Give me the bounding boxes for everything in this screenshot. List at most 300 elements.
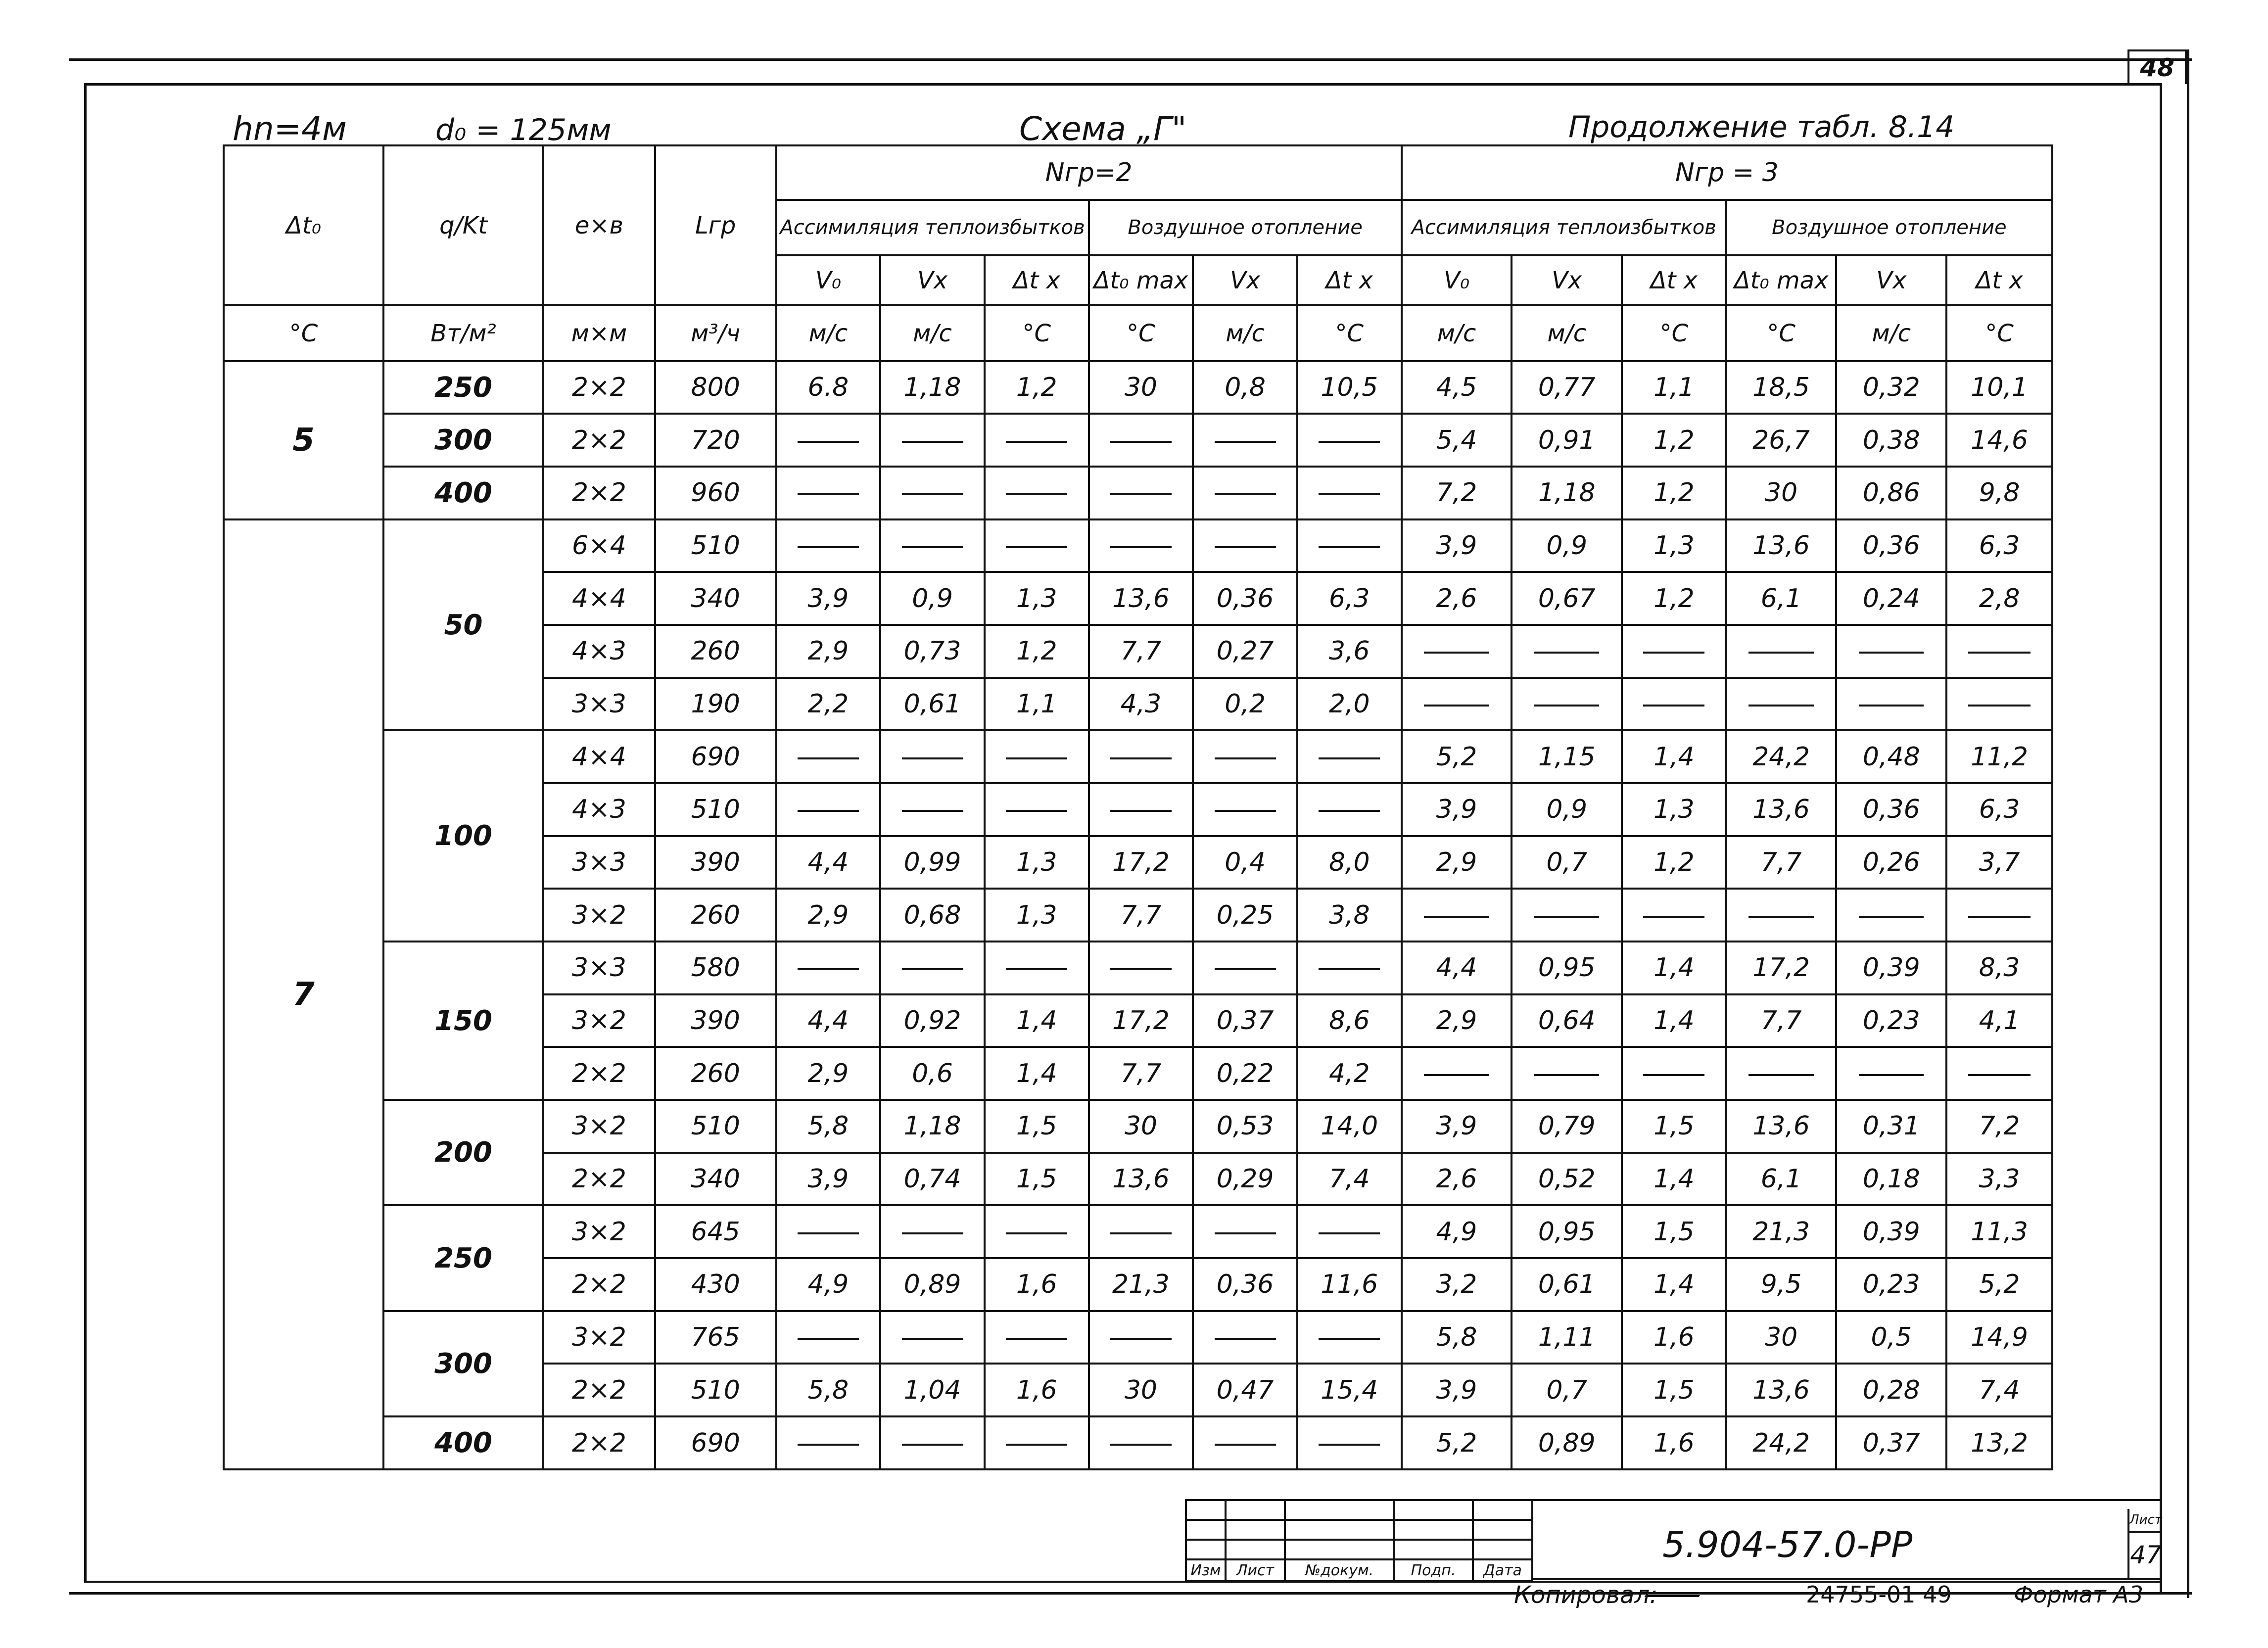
empty-cell: [1193, 942, 1297, 994]
empty-cell: [1946, 625, 2052, 678]
dash-mark: [902, 1232, 963, 1234]
dash-mark: [1859, 1074, 1924, 1076]
empty-cell: [1193, 1311, 1297, 1364]
value-cell: 13,6: [1089, 1153, 1193, 1206]
value-cell: 1,5: [985, 1100, 1089, 1153]
value-cell: 720: [655, 414, 776, 467]
value-cell: 8,3: [1946, 942, 2052, 994]
format-label: Формат А3: [2014, 1581, 2143, 1608]
dash-mark: [1534, 652, 1599, 654]
value-cell: 4,9: [1402, 1205, 1512, 1258]
assim-2: Ассимиляция теплоизбытков: [776, 200, 1089, 255]
dash-mark: [798, 546, 859, 548]
dash-mark: [1110, 493, 1172, 495]
col-dtmax-2: Δt₀ max: [1089, 255, 1193, 305]
dash-mark: [1006, 1338, 1067, 1340]
dash-mark: [798, 1338, 859, 1340]
unit-cell: °С: [1297, 305, 1402, 361]
value-cell: 10,1: [1946, 361, 2052, 414]
value-cell: 7,2: [1402, 467, 1512, 519]
inner-right-line: [2160, 83, 2162, 1592]
empty-cell: [1193, 1416, 1297, 1469]
empty-cell: [1836, 625, 1946, 678]
value-cell: 0,36: [1836, 783, 1946, 836]
value-cell: 1,4: [1622, 1258, 1726, 1311]
q-value: 50: [383, 519, 543, 731]
value-cell: 4,4: [1402, 942, 1512, 994]
empty-cell: [1193, 414, 1297, 467]
value-cell: 1,4: [1622, 942, 1726, 994]
value-cell: 0,92: [880, 994, 985, 1047]
value-cell: 390: [655, 994, 776, 1047]
value-cell: 0,31: [1836, 1100, 1946, 1153]
value-cell: 5,2: [1402, 730, 1512, 783]
empty-cell: [1726, 678, 1837, 731]
unit-cell: м/с: [1836, 305, 1946, 361]
empty-cell: [1622, 889, 1726, 942]
value-cell: 1,2: [985, 625, 1089, 678]
dash-mark: [1643, 916, 1704, 918]
inner-top-line: [84, 83, 2162, 86]
value-cell: 24,2: [1726, 1416, 1837, 1469]
dash-mark: [798, 441, 859, 443]
dash-mark: [798, 757, 859, 759]
value-cell: 17,2: [1089, 994, 1193, 1047]
value-cell: 7,7: [1089, 625, 1193, 678]
unit-cell: °С: [224, 305, 383, 361]
value-cell: 0,25: [1193, 889, 1297, 942]
q-value: 200: [383, 1100, 543, 1205]
value-cell: 7,7: [1726, 836, 1837, 889]
q-value: 250: [383, 361, 543, 414]
value-cell: 9,8: [1946, 467, 2052, 519]
value-cell: 0,28: [1836, 1364, 1946, 1416]
value-cell: 0,9: [1512, 783, 1622, 836]
table-row: [224, 942, 2052, 994]
value-cell: 0,73: [880, 625, 985, 678]
value-cell: 0,4: [1193, 836, 1297, 889]
empty-cell: [1946, 678, 2052, 731]
value-cell: 1,2: [1622, 572, 1726, 625]
page-number-box: [2127, 49, 2187, 84]
value-cell: 13,6: [1726, 1364, 1837, 1416]
empty-cell: [1297, 783, 1402, 836]
value-cell: 3×2: [543, 1311, 655, 1364]
value-cell: 13,6: [1726, 783, 1837, 836]
dash-mark: [798, 1232, 859, 1234]
value-cell: 30: [1726, 1311, 1837, 1364]
dash-mark: [1424, 652, 1489, 654]
dash-mark: [1319, 1338, 1380, 1340]
value-cell: 4,9: [776, 1258, 881, 1311]
stamp-label: Лист: [1226, 1559, 1285, 1581]
empty-cell: [1089, 942, 1193, 994]
dash-mark: [1110, 1444, 1172, 1446]
dash-mark: [1859, 705, 1924, 706]
value-cell: 1,6: [985, 1258, 1089, 1311]
empty-cell: [880, 519, 985, 572]
value-cell: 3,9: [1402, 1364, 1512, 1416]
value-cell: 0,91: [1512, 414, 1622, 467]
value-cell: 960: [655, 467, 776, 519]
value-cell: 6,3: [1946, 783, 2052, 836]
value-cell: 1,3: [985, 836, 1089, 889]
value-cell: 9,5: [1726, 1258, 1837, 1311]
value-cell: 1,5: [1622, 1100, 1726, 1153]
value-cell: 7,7: [1089, 889, 1193, 942]
col-vx-2b: Vх: [1193, 255, 1297, 305]
empty-cell: [1297, 1311, 1402, 1364]
value-cell: 1,4: [1622, 994, 1726, 1047]
value-cell: 7,7: [1726, 994, 1837, 1047]
dash-mark: [1006, 968, 1067, 970]
dash-mark: [1319, 968, 1380, 970]
col-axb: e×в: [543, 145, 655, 305]
value-cell: 2,0: [1297, 678, 1402, 731]
dash-mark: [1424, 1074, 1489, 1076]
value-cell: 0,99: [880, 836, 985, 889]
value-cell: 13,6: [1726, 519, 1837, 572]
value-cell: 3,9: [1402, 1100, 1512, 1153]
col-vx-3b: Vх: [1836, 255, 1946, 305]
value-cell: 21,3: [1726, 1205, 1837, 1258]
value-cell: 1,4: [1622, 1153, 1726, 1206]
empty-cell: [1089, 414, 1193, 467]
empty-cell: [880, 414, 985, 467]
empty-cell: [985, 1311, 1089, 1364]
value-cell: 2,6: [1402, 572, 1512, 625]
stamp-label: Дата: [1473, 1559, 1532, 1581]
dash-mark: [902, 968, 963, 970]
q-value: 300: [383, 1311, 543, 1416]
empty-cell: [1726, 625, 1837, 678]
value-cell: 0,53: [1193, 1100, 1297, 1153]
dash-mark: [1110, 968, 1172, 970]
value-cell: 3,7: [1946, 836, 2052, 889]
value-cell: 30: [1089, 1364, 1193, 1416]
value-cell: 7,4: [1946, 1364, 2052, 1416]
dash-mark: [1215, 1232, 1276, 1234]
empty-cell: [1402, 889, 1512, 942]
empty-cell: [1946, 1047, 2052, 1100]
empty-cell: [776, 467, 881, 519]
dash-mark: [1215, 493, 1276, 495]
value-cell: 0,18: [1836, 1153, 1946, 1206]
dash-mark: [1319, 1444, 1380, 1446]
value-cell: 15,4: [1297, 1364, 1402, 1416]
dash-mark: [1110, 546, 1172, 548]
header-height: hn=4м: [233, 110, 347, 148]
value-cell: 13,6: [1089, 572, 1193, 625]
value-cell: 340: [655, 1153, 776, 1206]
value-cell: 4×4: [543, 572, 655, 625]
value-cell: 510: [655, 1364, 776, 1416]
empty-cell: [1297, 519, 1402, 572]
order-number: 24755-01 49: [1806, 1581, 1952, 1608]
col-dtx-3a: Δt х: [1622, 255, 1726, 305]
dash-mark: [1006, 441, 1067, 443]
col-dtx-2a: Δt х: [985, 255, 1089, 305]
value-cell: 800: [655, 361, 776, 414]
empty-cell: [776, 1311, 881, 1364]
value-cell: 0,86: [1836, 467, 1946, 519]
empty-cell: [1297, 942, 1402, 994]
value-cell: 1,4: [985, 1047, 1089, 1100]
dash-mark: [798, 1444, 859, 1446]
value-cell: 2×2: [543, 1153, 655, 1206]
value-cell: 4,5: [1402, 361, 1512, 414]
value-cell: 510: [655, 519, 776, 572]
value-cell: 5,8: [1402, 1311, 1512, 1364]
value-cell: 3,9: [1402, 783, 1512, 836]
empty-cell: [880, 1205, 985, 1258]
copied-signature: [1645, 1586, 1705, 1597]
col-vx-3a: Vх: [1512, 255, 1622, 305]
value-cell: 2×2: [543, 1047, 655, 1100]
dash-mark: [902, 1338, 963, 1340]
value-cell: 2×2: [543, 1364, 655, 1416]
value-cell: 260: [655, 625, 776, 678]
unit-cell: °С: [985, 305, 1089, 361]
unit-cell: °С: [1089, 305, 1193, 361]
value-cell: 0,89: [1512, 1416, 1622, 1469]
value-cell: 2×2: [543, 361, 655, 414]
value-cell: 3×2: [543, 994, 655, 1047]
value-cell: 1,2: [1622, 467, 1726, 519]
dash-mark: [1534, 916, 1599, 918]
heat-3: Воздушное отопление: [1726, 200, 2052, 255]
empty-cell: [776, 1416, 881, 1469]
dash-mark: [1006, 1444, 1067, 1446]
value-cell: 0,32: [1836, 361, 1946, 414]
value-cell: 3,8: [1297, 889, 1402, 942]
value-cell: 0,37: [1193, 994, 1297, 1047]
unit-cell: °С: [1726, 305, 1837, 361]
value-cell: 260: [655, 1047, 776, 1100]
dash-mark: [1643, 705, 1704, 706]
table-row: [224, 519, 2052, 572]
value-cell: 0,26: [1836, 836, 1946, 889]
value-cell: 8,6: [1297, 994, 1402, 1047]
value-cell: 4,4: [776, 836, 881, 889]
value-cell: 17,2: [1089, 836, 1193, 889]
header-diameter: d₀ = 125мм: [435, 113, 612, 147]
empty-cell: [1089, 467, 1193, 519]
sheet-label: Лист: [2129, 1509, 2162, 1533]
value-cell: 1,2: [1622, 414, 1726, 467]
empty-cell: [1193, 730, 1297, 783]
empty-cell: [1836, 678, 1946, 731]
table-row: [224, 730, 2052, 783]
dash-mark: [1319, 757, 1380, 759]
value-cell: 5,2: [1946, 1258, 2052, 1311]
stamp-label: №докум.: [1285, 1559, 1394, 1581]
value-cell: 0,79: [1512, 1100, 1622, 1153]
value-cell: 1,18: [880, 1100, 985, 1153]
empty-cell: [1622, 1047, 1726, 1100]
empty-cell: [1946, 889, 2052, 942]
dash-mark: [1215, 1444, 1276, 1446]
unit-cell: м/с: [776, 305, 881, 361]
value-cell: 690: [655, 1416, 776, 1469]
empty-cell: [1726, 1047, 1837, 1100]
value-cell: 0,77: [1512, 361, 1622, 414]
empty-cell: [1193, 467, 1297, 519]
value-cell: 30: [1089, 1100, 1193, 1153]
value-cell: 14,6: [1946, 414, 2052, 467]
value-cell: 0,7: [1512, 836, 1622, 889]
value-cell: 2,8: [1946, 572, 2052, 625]
value-cell: 0,9: [1512, 519, 1622, 572]
units-row: [224, 305, 2052, 361]
value-cell: 6,1: [1726, 1153, 1837, 1206]
dash-mark: [902, 493, 963, 495]
empty-cell: [985, 942, 1089, 994]
value-cell: 30: [1726, 467, 1837, 519]
value-cell: 2,2: [776, 678, 881, 731]
empty-cell: [1512, 678, 1622, 731]
table-row: [224, 1311, 2052, 1364]
dt-value: 5: [224, 361, 383, 519]
value-cell: 10,5: [1297, 361, 1402, 414]
dash-mark: [1110, 1232, 1172, 1234]
empty-cell: [1402, 1047, 1512, 1100]
value-cell: 1,6: [1622, 1416, 1726, 1469]
empty-cell: [776, 730, 881, 783]
value-cell: 7,7: [1089, 1047, 1193, 1100]
dash-mark: [1215, 546, 1276, 548]
value-cell: 6×4: [543, 519, 655, 572]
empty-cell: [1402, 625, 1512, 678]
dash-mark: [1968, 916, 2031, 918]
dash-mark: [1319, 441, 1380, 443]
value-cell: 11,6: [1297, 1258, 1402, 1311]
value-cell: 0,61: [1512, 1258, 1622, 1311]
dash-mark: [1319, 493, 1380, 495]
dash-mark: [1424, 916, 1489, 918]
value-cell: 0,27: [1193, 625, 1297, 678]
value-cell: 3×2: [543, 889, 655, 942]
dash-mark: [1859, 652, 1924, 654]
value-cell: 3×3: [543, 836, 655, 889]
dt-value: 7: [224, 519, 383, 1469]
value-cell: 3,9: [776, 1153, 881, 1206]
value-cell: 5,8: [776, 1100, 881, 1153]
value-cell: 18,5: [1726, 361, 1837, 414]
dash-mark: [902, 441, 963, 443]
empty-cell: [985, 414, 1089, 467]
value-cell: 14,9: [1946, 1311, 2052, 1364]
value-cell: 4,2: [1297, 1047, 1402, 1100]
unit-cell: м/с: [1402, 305, 1512, 361]
dash-mark: [798, 968, 859, 970]
value-cell: 3,6: [1297, 625, 1402, 678]
value-cell: 0,2: [1193, 678, 1297, 731]
value-cell: 7,4: [1297, 1153, 1402, 1206]
empty-cell: [880, 730, 985, 783]
value-cell: 5,8: [776, 1364, 881, 1416]
dash-mark: [1968, 1074, 2031, 1076]
empty-cell: [1512, 625, 1622, 678]
empty-cell: [1089, 1416, 1193, 1469]
empty-cell: [880, 783, 985, 836]
empty-cell: [1836, 1047, 1946, 1100]
dash-mark: [1110, 757, 1172, 759]
dash-mark: [1748, 652, 1813, 654]
unit-cell: °С: [1622, 305, 1726, 361]
empty-cell: [776, 519, 881, 572]
q-value: 400: [383, 467, 543, 519]
unit-cell: м/с: [880, 305, 985, 361]
value-cell: 0,67: [1512, 572, 1622, 625]
value-cell: 4,3: [1089, 678, 1193, 731]
table-row: [224, 1416, 2052, 1469]
unit-cell: м/с: [1193, 305, 1297, 361]
value-cell: 1,4: [985, 994, 1089, 1047]
outer-right-line: [2187, 49, 2189, 1598]
value-cell: 0,37: [1836, 1416, 1946, 1469]
value-cell: 1,5: [985, 1153, 1089, 1206]
sheet-box: [2127, 1509, 2162, 1580]
dash-mark: [1215, 757, 1276, 759]
value-cell: 765: [655, 1311, 776, 1364]
unit-cell: °С: [1946, 305, 2052, 361]
value-cell: 1,3: [985, 572, 1089, 625]
assim-3: Ассимиляция теплоизбытков: [1402, 200, 1726, 255]
value-cell: 3,9: [776, 572, 881, 625]
value-cell: 0,36: [1193, 572, 1297, 625]
value-cell: 6.8: [776, 361, 881, 414]
q-value: 250: [383, 1205, 543, 1311]
empty-cell: [1089, 1311, 1193, 1364]
dash-mark: [1006, 1232, 1067, 1234]
value-cell: 1,3: [985, 889, 1089, 942]
page-number-top: 48: [2140, 53, 2174, 82]
dash-mark: [1215, 441, 1276, 443]
value-cell: 340: [655, 572, 776, 625]
value-cell: 3,9: [1402, 519, 1512, 572]
q-value: 300: [383, 414, 543, 467]
q-value: 100: [383, 730, 543, 942]
value-cell: 0,39: [1836, 1205, 1946, 1258]
data-table: [223, 144, 2053, 1470]
value-cell: 1,3: [1622, 519, 1726, 572]
empty-cell: [776, 1205, 881, 1258]
value-cell: 3×3: [543, 678, 655, 731]
value-cell: 1,3: [1622, 783, 1726, 836]
value-cell: 390: [655, 836, 776, 889]
col-dt: Δt₀: [224, 145, 383, 305]
value-cell: 1,5: [1622, 1205, 1726, 1258]
dash-mark: [1534, 1074, 1599, 1076]
value-cell: 0,38: [1836, 414, 1946, 467]
col-q: q/Kt: [383, 145, 543, 305]
dash-mark: [902, 757, 963, 759]
value-cell: 13,2: [1946, 1416, 2052, 1469]
value-cell: 0,95: [1512, 1205, 1622, 1258]
empty-cell: [1089, 783, 1193, 836]
empty-cell: [1622, 625, 1726, 678]
dash-mark: [1110, 441, 1172, 443]
empty-cell: [985, 467, 1089, 519]
dash-mark: [1006, 493, 1067, 495]
value-cell: 1,6: [985, 1364, 1089, 1416]
value-cell: 690: [655, 730, 776, 783]
value-cell: 0,8: [1193, 361, 1297, 414]
value-cell: 4,4: [776, 994, 881, 1047]
value-cell: 0,89: [880, 1258, 985, 1311]
value-cell: 3,2: [1402, 1258, 1512, 1311]
